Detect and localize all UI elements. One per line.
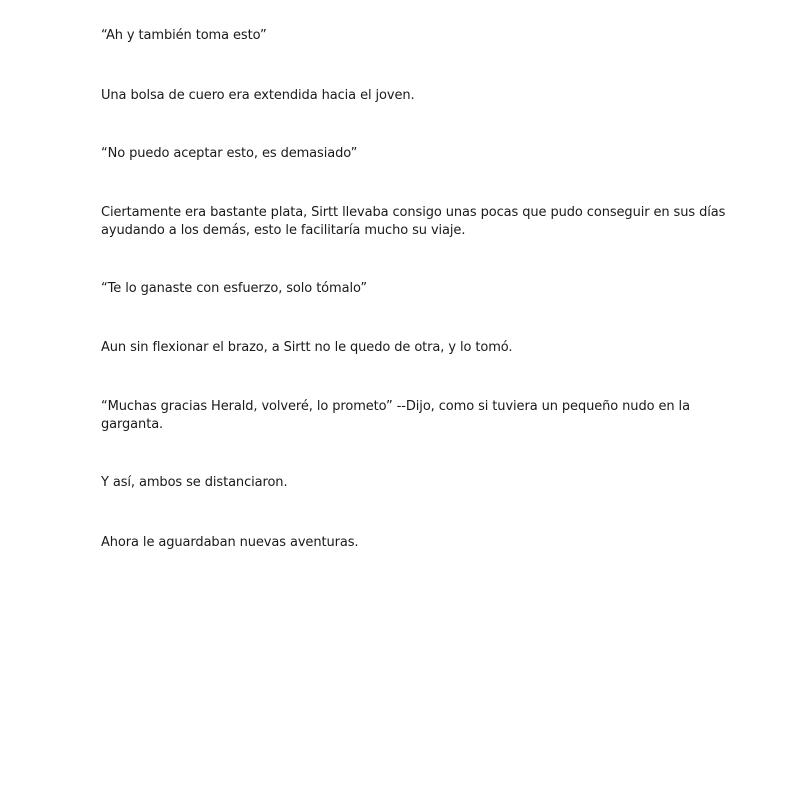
paragraph-4 [101, 204, 726, 240]
paragraph-line: Ahora le aguardaban nuevas aventuras. [101, 535, 359, 550]
paragraph-6 [101, 339, 701, 357]
paragraph-line: Y así, ambos se distanciaron. [101, 475, 288, 490]
paragraph-5 [101, 280, 701, 298]
paragraph-line: “No puedo aceptar esto, es demasiado” [101, 146, 358, 161]
paragraph-line: “Te lo ganaste con esfuerzo, solo tómalo” [101, 281, 368, 296]
paragraph-9 [101, 534, 701, 552]
paragraph-2 [101, 87, 701, 105]
paragraph-line: Aun sin flexionar el brazo, a Sirtt no le quedo de otra, y lo tomó. [101, 340, 513, 355]
paragraph-3 [101, 145, 701, 163]
paragraph-line: “Ah y también toma esto” [101, 28, 267, 43]
paragraph-line: Una bolsa de cuero era extendida hacia el joven. [101, 88, 415, 103]
paragraph-line: ayudando a los demás, esto le facilitaría mucho su viaje. [101, 223, 466, 238]
paragraph-line: “Muchas gracias Herald, volveré, lo prometo” --Dijo, como si tuviera un pequeño nudo en la [101, 399, 690, 414]
paragraph-8 [101, 474, 701, 492]
paragraph-1 [101, 27, 701, 45]
paragraph-line: garganta. [101, 417, 164, 432]
paragraph-7 [101, 398, 701, 434]
paragraph-line: Ciertamente era bastante plata, Sirtt llevaba consigo unas pocas que pudo conseguir en sus días [101, 205, 726, 220]
